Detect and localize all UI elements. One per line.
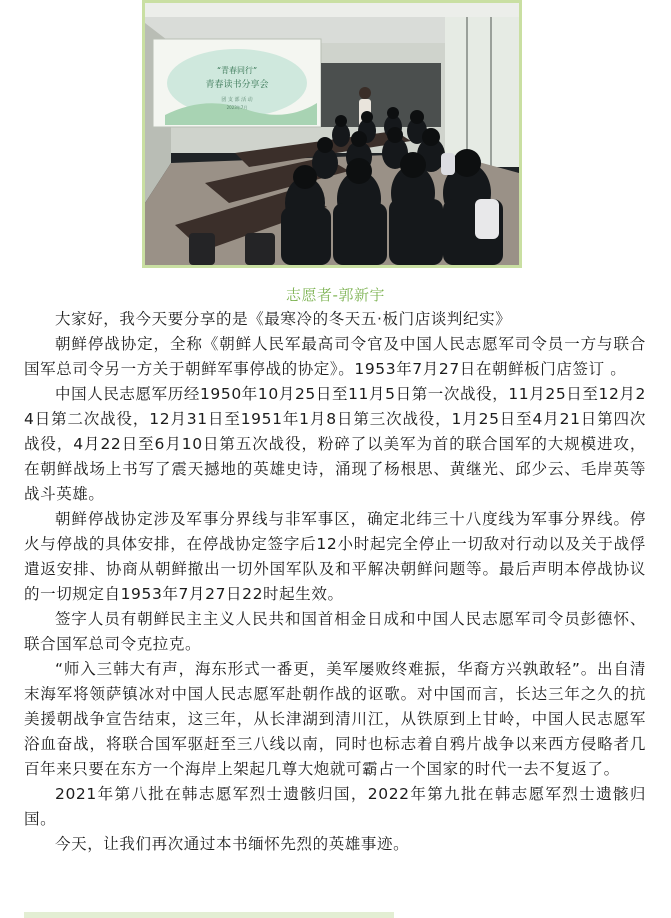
paragraph-armistice-definition: 朝鲜停战协定，全称《朝鲜人民军最高司令官及中国人民志愿军司令员一方与联合国军总司令另一方关于朝鲜军事停战的协定》。1953年7月27日在朝鲜板门店签订 。: [24, 335, 646, 378]
paragraph-armistice-terms: 朝鲜停战协定涉及军事分界线与非军事区，确定北纬三十八度线为军事分界线。停火与停战的具体安排，在停战协定签字后12小时起完全停止一切敌对行动以及关于战俘遣返安排、协商从朝鲜撤出一切外国军队及和平解决朝鲜问题等。最后声明本停战协议的一切规定自1953年7月27日22时起生效。: [24, 510, 646, 603]
screen-title: “青春同行”: [216, 66, 258, 75]
screen-org: 团 支 部 活 动: [221, 97, 253, 103]
paragraph-signatories: 签字人员有朝鲜民主主义人民共和国首相金日成和中国人民志愿军司令员彭德怀、联合国军总司令克拉克。: [24, 610, 646, 653]
event-photo: [142, 0, 522, 268]
event-photo-illustration: [145, 3, 519, 265]
article-body: [24, 307, 646, 857]
paragraph-campaigns: 中国人民志愿军历经1950年10月25日至11月5日第一次战役，11月25日至12月24日第二次战役，12月31日至1951年1月8日第三次战役，1月25日至4月21日第四次战役，4月22日至6月10日第五次战役，粉碎了以美军为首的联合国军的大规模进攻，在朝鲜战场上书写了震天撼地的英雄史诗，涌现了杨根思、黄继光、邱少云、毛岸英等战斗英雄。: [24, 385, 646, 503]
paragraph-remains-return: 2021年第八批在韩志愿军烈士遗骸归国，2022年第九批在韩志愿军烈士遗骸归国。: [24, 785, 646, 828]
photo-caption: 志愿者-郭新宇: [286, 286, 385, 304]
screen-date: 2023年7月: [226, 105, 248, 110]
paragraph-intro: 大家好，我今天要分享的是《最寒冷的冬天五·板门店谈判纪实》: [55, 310, 512, 328]
screen-subtitle: 青春读书分享会: [205, 80, 269, 90]
bottom-divider: [24, 912, 394, 918]
paragraph-closing: 今天，让我们再次通过本书缅怀先烈的英雄事迹。: [55, 835, 410, 853]
paragraph-poem: “师入三韩大有声，海东形式一番更，美军屡败终难振，华裔方兴孰敢轻”。出自清末海军将领萨镇冰对中国人民志愿军赴朝作战的讴歌。对中国而言，长达三年之久的抗美援朝战争宣告结束，这三年，从长津湖到清川江，从铁原到上甘岭，中国人民志愿军浴血奋战，将联合国军驱赶至三八线以南，同时也标志着自鸦片战争以来西方侵略者几百年来只要在东方一个海岸上架起几尊大炮就可霸占一个国家的时代一去不复返了。: [24, 660, 646, 778]
